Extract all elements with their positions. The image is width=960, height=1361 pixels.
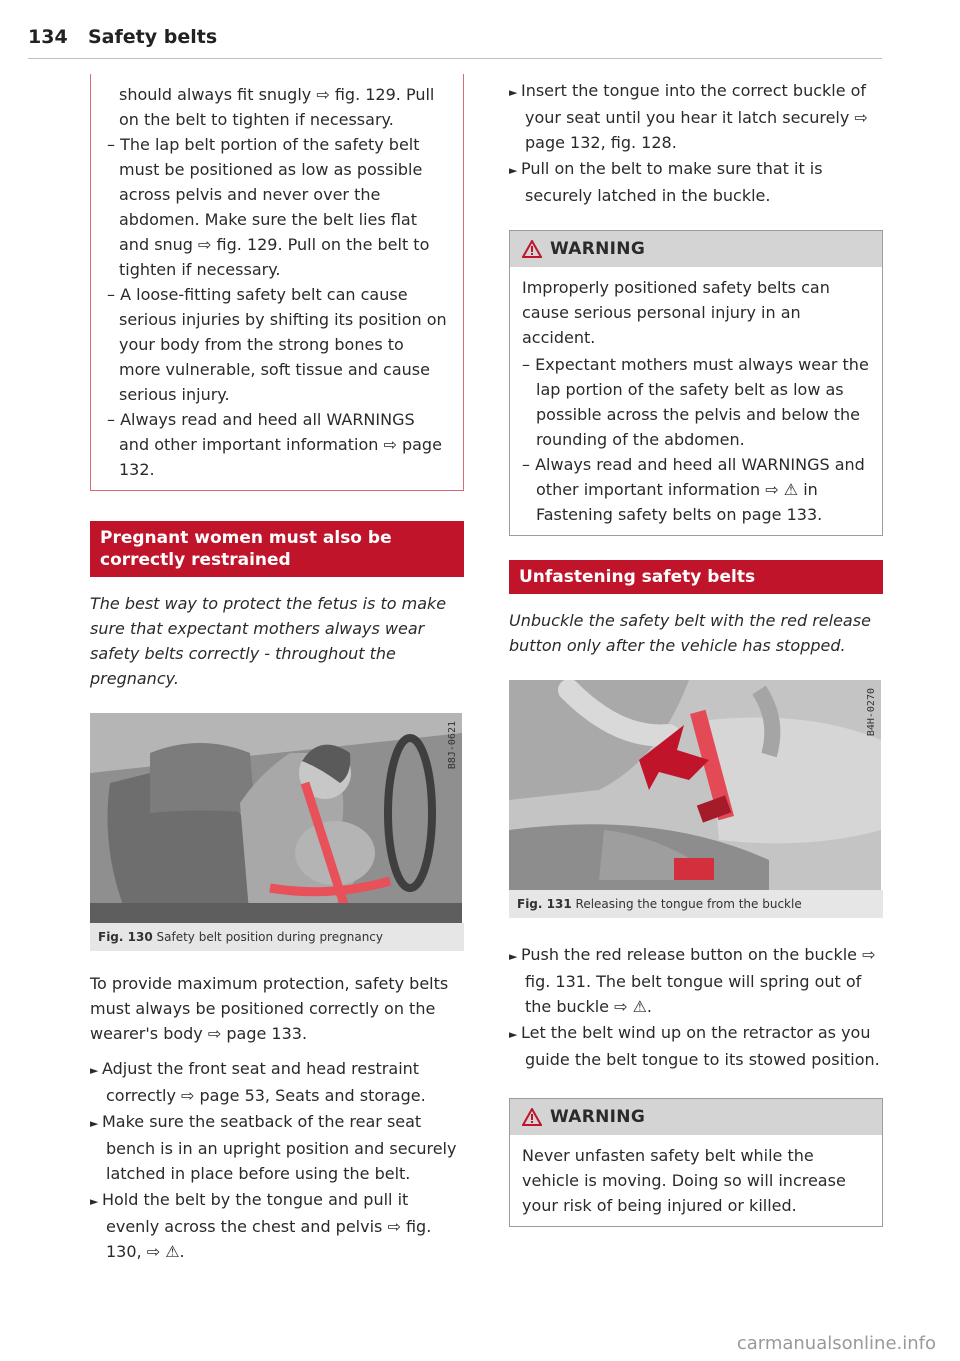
warning-box [509, 1098, 883, 1227]
warning-list [522, 352, 870, 527]
figure-label: Fig. 130 [98, 930, 153, 944]
warning-body [510, 267, 882, 535]
list-item: – The lap belt portion of the safety belt must be positioned as low as possible across pelvis and never over the abdomen. Make sure the belt lies flat and snug ⇨ fig. 129. Pull on the belt to tighten if necessary. [91, 132, 449, 282]
warning-icon [522, 240, 542, 258]
warning-title: WARNING [550, 1107, 646, 1127]
warning-text: Never unfasten safety belt while the vehicle is moving. Doing so will increase your risk of being injured or killed. [522, 1146, 846, 1215]
site-watermark[interactable]: carmanualsonline.info [736, 1333, 936, 1354]
warning-title: WARNING [550, 239, 646, 259]
figure-caption [90, 923, 464, 951]
body-text: To provide maximum protection, safety belts must always be positioned correctly on the wearer's body ⇨ page 133. [90, 974, 449, 1043]
list-item: – Always read and heed all WARNINGS and other important information ⇨ page 132. [91, 407, 449, 482]
left-column [90, 74, 464, 1265]
section-heading-pregnant: Pregnant women must also be correctly restrained [90, 521, 464, 577]
list-item: ► Let the belt wind up on the retractor as you guide the belt tongue to its stowed position. [509, 1020, 883, 1072]
list-item: ► Hold the belt by the tongue and pull it evenly across the chest and pelvis ⇨ fig. 130, ⇨ ⚠. [90, 1187, 464, 1264]
right-column [509, 74, 883, 1227]
figure-caption-text: Releasing the tongue from the buckle [575, 897, 802, 911]
figure-code: B4H-0270 [866, 688, 877, 737]
warning-box [509, 230, 883, 536]
step-list [509, 78, 883, 208]
warning-icon [522, 1108, 542, 1126]
list-item: ► Push the red release button on the buckle ⇨ fig. 131. The belt tongue will spring out of the buckle ⇨ ⚠. [509, 942, 883, 1019]
figure-130 [90, 713, 464, 951]
continued-warning-box [90, 74, 464, 491]
list-item: ► Make sure the seatback of the rear seat bench is in an upright position and securely latched in place before using the belt. [90, 1109, 464, 1186]
buckle-illustration [509, 680, 881, 890]
section-title: Safety belts [88, 26, 218, 48]
figure-label: Fig. 131 [517, 897, 572, 911]
warning-body [510, 1135, 882, 1226]
step-list [90, 1056, 464, 1264]
figure-131 [509, 680, 883, 918]
warning-header [510, 1099, 882, 1135]
section-intro: Unbuckle the safety belt with the red release button only after the vehicle has stopped. [509, 611, 871, 655]
figure-code: B8J-0621 [447, 721, 458, 770]
pregnancy-illustration [90, 713, 462, 923]
continued-text: should always fit snugly ⇨ fig. 129. Pull on the belt to tighten if necessary. [119, 85, 435, 129]
figure-caption-text: Safety belt position during pregnancy [156, 930, 383, 944]
warning-header [510, 231, 882, 267]
warning-list [91, 132, 449, 482]
warning-text: Improperly positioned safety belts can cause serious personal injury in an accident. [522, 278, 830, 347]
section-intro: The best way to protect the fetus is to make sure that expectant mothers always wear safety belts correctly - throughout the pregnancy. [90, 594, 447, 688]
page-header [28, 22, 882, 59]
list-item: ► Pull on the belt to make sure that it is securely latched in the buckle. [509, 156, 883, 208]
section-heading-unfastening: Unfastening safety belts [509, 560, 883, 594]
figure-caption [509, 890, 883, 918]
list-item: ► Insert the tongue into the correct buckle of your seat until you hear it latch securely ⇨ page 132, fig. 128. [509, 78, 883, 155]
figure-image-buckle [509, 680, 881, 890]
page-number: 134 [28, 26, 68, 48]
step-list [509, 942, 883, 1072]
list-item: – Expectant mothers must always wear the lap portion of the safety belt as low as possible across the pelvis and below the rounding of the abdomen. [522, 352, 870, 452]
list-item: ► Adjust the front seat and head restraint correctly ⇨ page 53, Seats and storage. [90, 1056, 464, 1108]
list-item: – Always read and heed all WARNINGS and other important information ⇨ ⚠ in Fastening safety belts on page 133. [522, 452, 870, 527]
list-item: – A loose-fitting safety belt can cause serious injuries by shifting its position on your body from the strong bones to more vulnerable, soft tissue and cause serious injury. [91, 282, 449, 407]
figure-image-pregnancy [90, 713, 462, 923]
